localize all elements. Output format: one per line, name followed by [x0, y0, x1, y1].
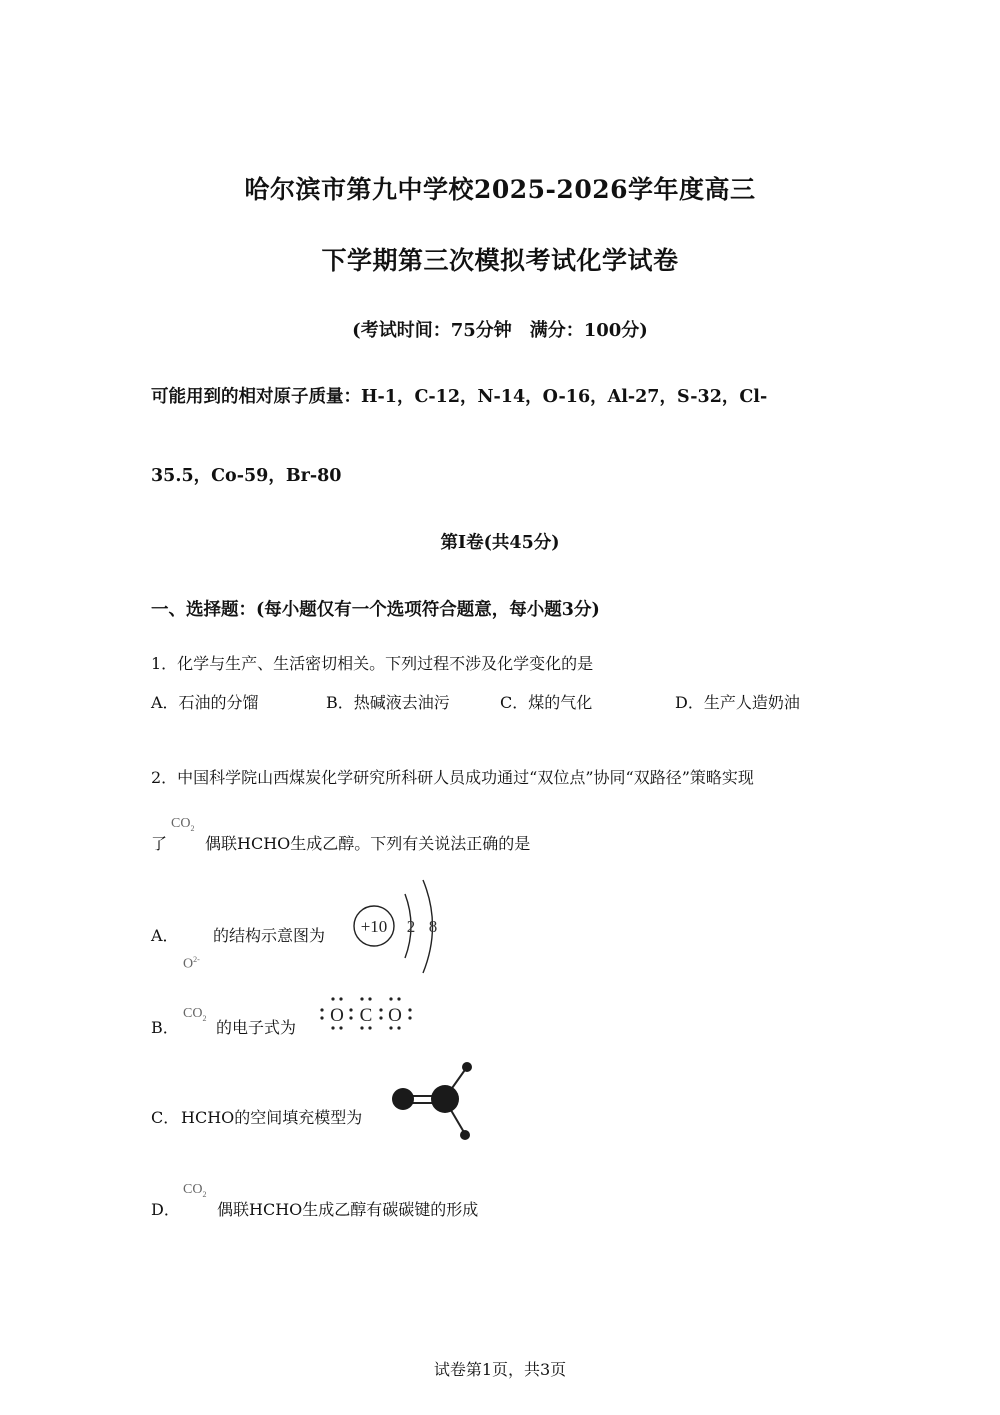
question-2-stem-prefix: 了 [151, 834, 168, 853]
question-2-option-c-text: HCHO的空间填充模型为 [181, 1108, 363, 1127]
question-2-option-a-text: 的结构示意图为 [213, 926, 326, 945]
question-2-stem-formula: $CO_2$ [171, 816, 195, 833]
question-2-option-d-text: 偶联HCHO生成乙醇有碳碳键的形成 [217, 1200, 479, 1219]
question-1-option-c: C．煤的气化 [500, 693, 593, 712]
question-1-stem: 1．化学与生产、生活密切相关。下列过程不涉及化学变化的是 [151, 654, 594, 673]
question-2-stem-line1: 2．中国科学院山西煤炭化学研究所科研人员成功通过“双位点”协同“双路径”策略实现 [151, 768, 754, 787]
question-2-option-c-label: C． [151, 1108, 180, 1127]
lewis-atom-o-left: O [330, 1005, 344, 1026]
volume-label: 第Ⅰ卷(共45分) [440, 533, 560, 553]
question-1-option-d: D．生产人造奶油 [675, 693, 800, 712]
page-title-line1: 哈尔滨市第九中学校2025-2026学年度高三 [244, 175, 756, 204]
oxygen-atom [392, 1088, 414, 1110]
question-2-option-b-formula: $CO_2$ [183, 1006, 207, 1023]
nucleus-charge: +10 [360, 917, 388, 936]
hcho-molecule-model [386, 1056, 481, 1146]
inner-shell-count: 2 [406, 917, 416, 936]
exam-info: (考试时间：75分钟 满分：100分) [352, 320, 648, 341]
question-1-option-b: B．热碱液去油污 [326, 693, 450, 712]
lewis-atom-o-right: O [388, 1005, 402, 1026]
section-heading: 一、选择题：(每小题仅有一个选项符合题意，每小题3分) [151, 600, 600, 620]
page-title-line2: 下学期第三次模拟考试化学试卷 [321, 246, 679, 275]
question-2-option-a-label: A． [151, 926, 179, 945]
outer-shell-count: 8 [428, 917, 438, 936]
hydrogen-atom-bottom [460, 1130, 470, 1140]
question-2-option-d-label: D． [151, 1200, 180, 1219]
hydrogen-atom-top [462, 1062, 472, 1072]
carbon-atom [431, 1085, 459, 1113]
lewis-atom-c: C [359, 1005, 373, 1026]
page-footer: 试卷第1页，共3页 [433, 1360, 567, 1379]
question-2-option-b-label: B． [151, 1018, 179, 1037]
question-2-option-a-formula: $O^{2-}$ [183, 955, 200, 972]
co2-electron-formula [316, 994, 416, 1034]
question-2-option-d-formula: $CO_2$ [183, 1182, 207, 1199]
atomic-masses-line2: 35.5，Co-59，Br-80 [151, 466, 342, 486]
question-1-option-a: A．石油的分馏 [151, 693, 259, 712]
atomic-structure-diagram [348, 876, 448, 978]
atomic-masses-line1: 可能用到的相对原子质量：H-1，C-12，N-14，O-16，Al-27，S-32，Cl- [151, 387, 768, 407]
question-2-stem-suffix: 偶联HCHO生成乙醇。下列有关说法正确的是 [205, 834, 531, 853]
question-2-option-b-text: 的电子式为 [216, 1018, 297, 1037]
